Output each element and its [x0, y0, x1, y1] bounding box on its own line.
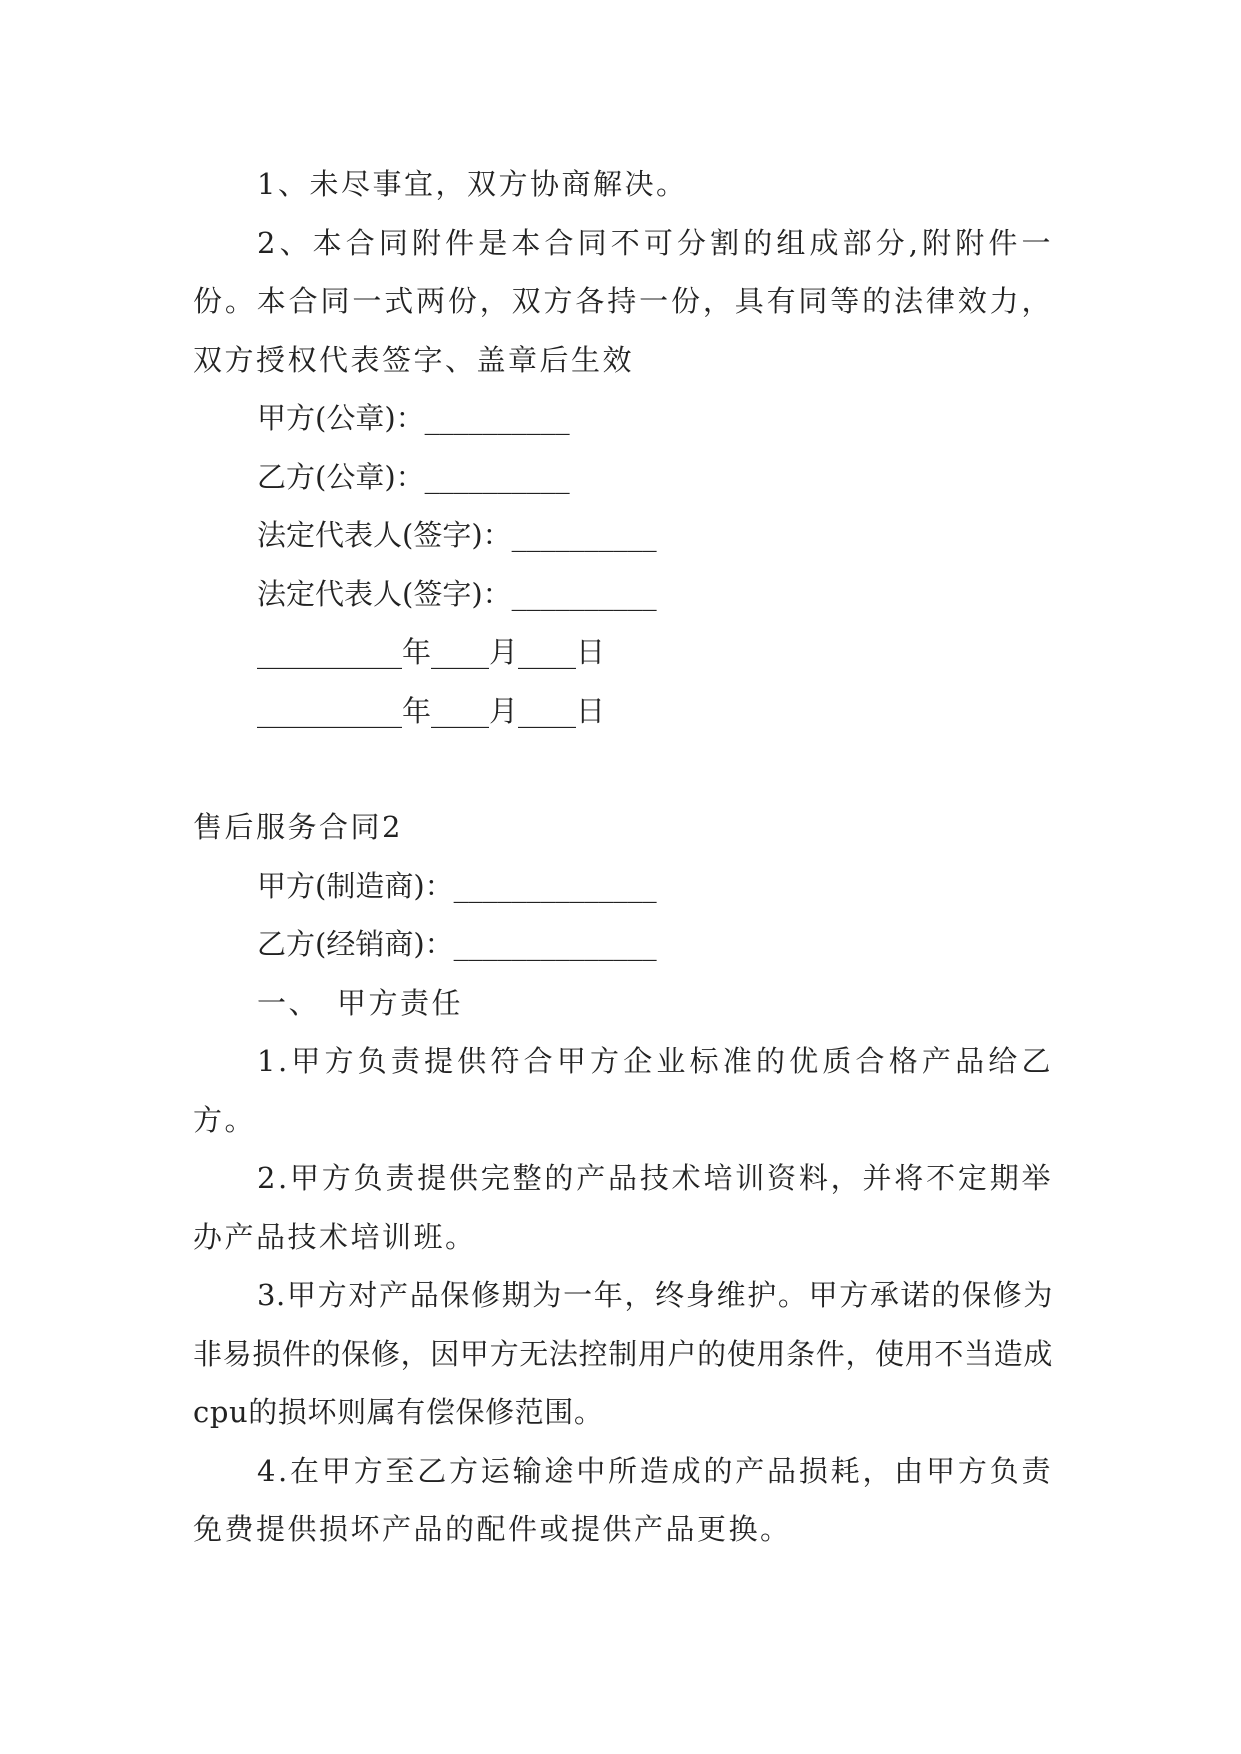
party-b-seal-line: 乙方(公章)：__________: [257, 459, 570, 494]
date-line: __________年____月____日: [257, 693, 606, 728]
legal-rep-signature-line: 法定代表人(签字)：__________: [257, 518, 657, 552]
date-line: __________年____月____日: [257, 635, 606, 669]
section-heading: 一、 甲方责任: [257, 985, 464, 1020]
responsibility-clause: 2.甲方负责提供完整的产品技术培训资料，并将不定期举办产品技术培训班。: [193, 1161, 1053, 1254]
clause-1: 1、未尽事宜，双方协商解决。: [257, 167, 688, 201]
responsibility-clause: 4.在甲方至乙方运输途中所造成的产品损耗，由甲方负责免费提供损坏产品的配件或提供产品更换。: [193, 1453, 1053, 1546]
contract-title: 售后服务合同2: [193, 810, 403, 844]
responsibility-clause: 3.甲方对产品保修期为一年，终身维护。甲方承诺的保修为非易损件的保修，因甲方无法控制用户的使用条件，使用不当造成cpu的损坏则属有偿保修范围。: [193, 1278, 1053, 1429]
legal-rep-signature-line: 法定代表人(签字)：__________: [257, 576, 657, 611]
responsibility-clause: 1.甲方负责提供符合甲方企业标准的优质合格产品给乙方。: [193, 1044, 1053, 1137]
party-a-seal-line: 甲方(公章)：__________: [257, 401, 570, 435]
clause-2: 2、本合同附件是本合同不可分割的组成部分,附附件一份。本合同一式两份，双方各持一份，具有同等的法律效力，双方授权代表签字、盖章后生效: [193, 225, 1053, 377]
dealer-party-line: 乙方(经销商)：______________: [257, 927, 657, 961]
manufacturer-party-line: 甲方(制造商)：______________: [257, 868, 657, 903]
section-gap: [193, 740, 1053, 798]
document-body: [193, 155, 1053, 1559]
